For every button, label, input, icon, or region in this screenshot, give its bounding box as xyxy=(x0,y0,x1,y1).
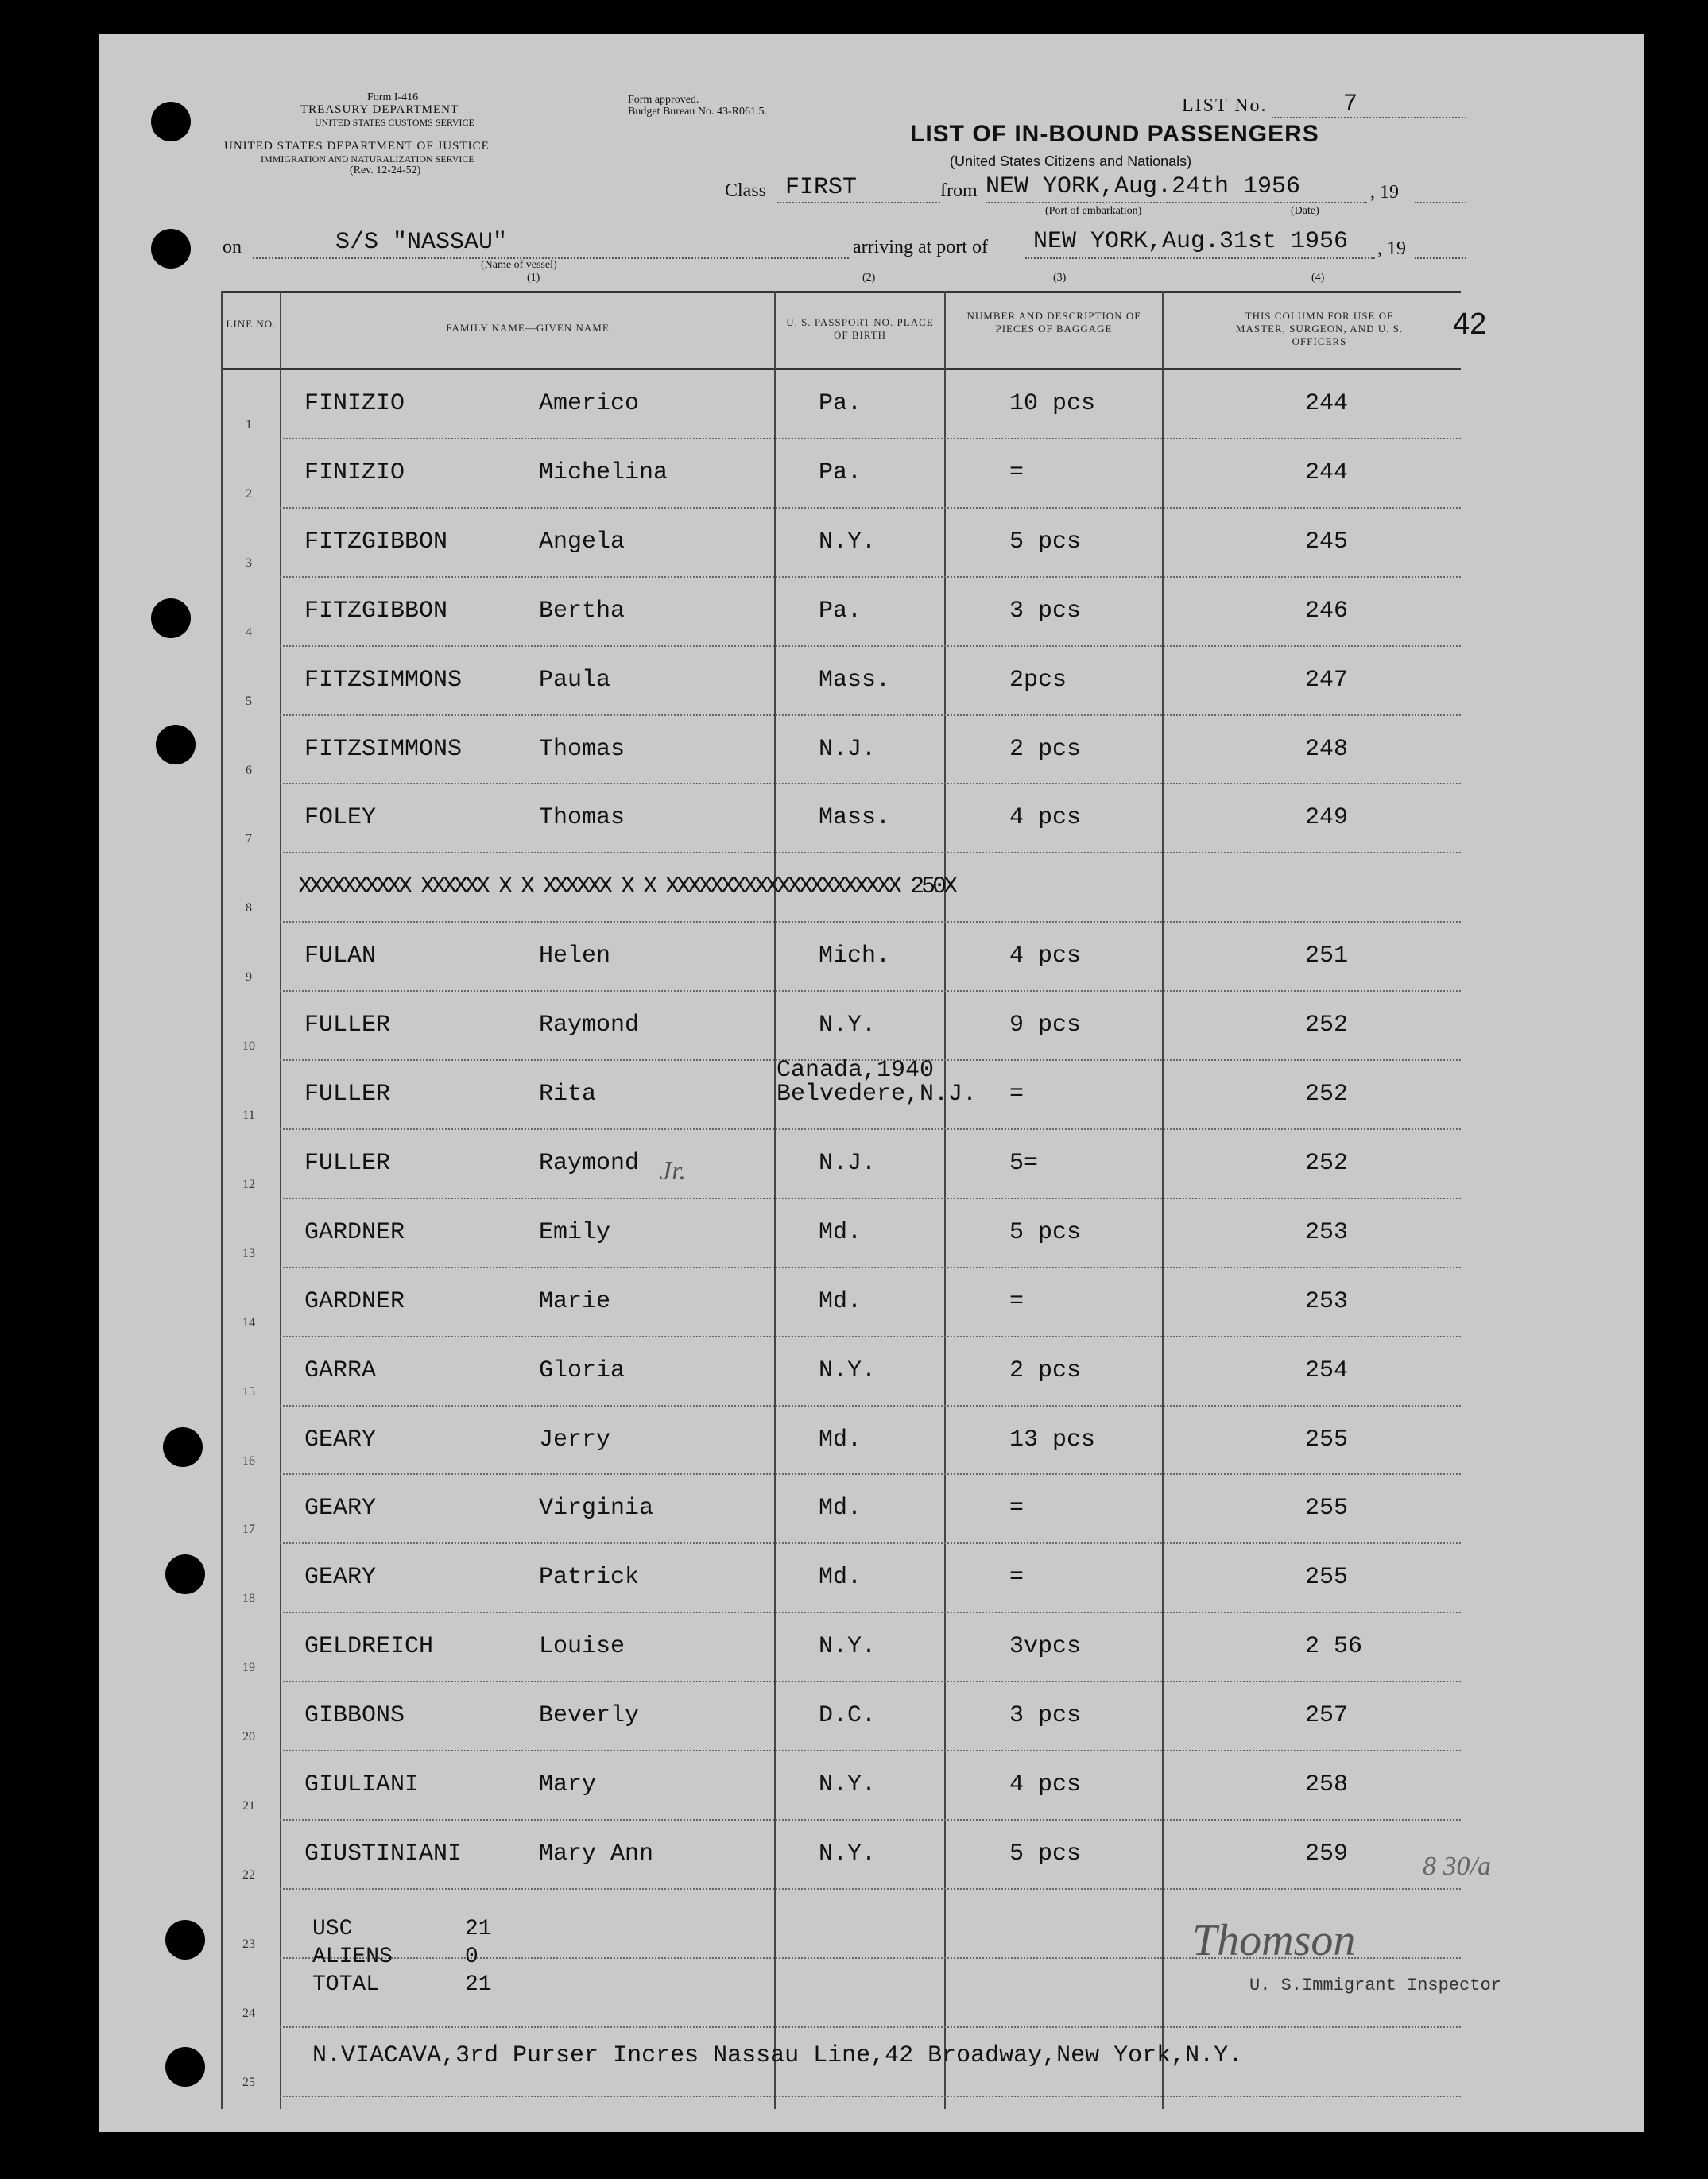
baggage: 4 pcs xyxy=(1009,1771,1082,1798)
line-number: 25 xyxy=(242,2075,255,2089)
line-number: 11 xyxy=(242,1109,255,1122)
birth-note-canada: Canada,1940 xyxy=(777,1057,935,1084)
place-of-birth: Mass. xyxy=(819,666,891,694)
line-number: 23 xyxy=(242,1937,255,1951)
place-of-birth: N.J. xyxy=(819,735,877,763)
given-name: Virginia xyxy=(539,1495,654,1523)
baggage: 2 pcs xyxy=(1009,1357,1082,1384)
place-of-birth: Md. xyxy=(819,1495,862,1523)
punch-hole xyxy=(163,1427,203,1467)
column-3-number: (3) xyxy=(1053,272,1067,284)
form-approved: Form approved. xyxy=(628,94,699,106)
given-name: Patrick xyxy=(539,1564,640,1592)
line-number: 12 xyxy=(242,1177,255,1191)
name-header: FAMILY NAME—GIVEN NAME xyxy=(446,322,610,334)
family-name: GARRA xyxy=(304,1357,377,1384)
from-label: from xyxy=(940,180,978,201)
total-count: 21 xyxy=(465,1972,492,1997)
given-name: Bertha xyxy=(539,597,625,625)
port-of-embarkation-label: (Port of embarkation) xyxy=(1045,205,1142,217)
date-label: (Date) xyxy=(1291,205,1319,217)
given-name: Gloria xyxy=(539,1357,625,1384)
row-divider xyxy=(280,921,1461,923)
place-of-birth: Pa. xyxy=(819,390,862,417)
line-number: 18 xyxy=(242,1592,255,1606)
junior-note: Jr. xyxy=(660,1156,687,1186)
punch-hole xyxy=(165,2047,205,2087)
family-name: FULLER xyxy=(304,1081,391,1108)
row-divider xyxy=(280,1128,1461,1130)
family-name: FINIZIO xyxy=(304,459,405,486)
line-number: 10 xyxy=(242,1039,255,1054)
baggage: 5 pcs xyxy=(1009,528,1082,555)
line-number: 9 xyxy=(246,970,252,985)
passenger-table xyxy=(221,291,1461,2109)
baggage: = xyxy=(1009,1081,1024,1108)
from-value: NEW YORK,Aug.24th 1956 xyxy=(986,173,1301,200)
department-of-justice: UNITED STATES DEPARTMENT OF JUSTICE xyxy=(224,140,490,153)
margin-note: 8 30/a xyxy=(1423,1852,1491,1881)
officer-number: 251 xyxy=(1305,942,1349,970)
place-of-birth: N.Y. xyxy=(819,528,877,555)
officer-number: 254 xyxy=(1305,1357,1349,1384)
given-name: Louise xyxy=(539,1633,625,1661)
revision-date: (Rev. 12-24-52) xyxy=(350,164,421,176)
officer-number: 248 xyxy=(1305,735,1349,763)
row-divider xyxy=(280,507,1461,509)
total-label: TOTAL xyxy=(312,1972,380,1997)
baggage: 9 pcs xyxy=(1009,1012,1082,1039)
officer-number: 245 xyxy=(1305,528,1349,555)
row-divider xyxy=(280,1267,1461,1268)
place-of-birth: Pa. xyxy=(819,597,862,625)
punch-hole xyxy=(151,229,191,269)
line-number: 1 xyxy=(246,418,252,432)
row-divider xyxy=(280,645,1461,647)
line-number: 5 xyxy=(246,694,252,708)
baggage: 3vpcs xyxy=(1009,1633,1082,1661)
baggage: 4 pcs xyxy=(1009,804,1082,832)
page-title: LIST OF IN-BOUND PASSENGERS xyxy=(910,121,1319,147)
line-number: 19 xyxy=(242,1661,255,1675)
place-of-birth: Md. xyxy=(819,1287,862,1315)
passport-birth-header: U. S. PASSPORT NO. PLACE OF BIRTH xyxy=(786,316,934,341)
line-number: 3 xyxy=(246,555,252,570)
given-name: Michelina xyxy=(539,459,668,486)
page-subtitle: (United States Citizens and Nationals) xyxy=(950,153,1192,169)
row-divider xyxy=(280,783,1461,784)
baggage: = xyxy=(1009,1287,1024,1315)
officer-number: 246 xyxy=(1305,597,1349,625)
column-4-number: (4) xyxy=(1311,272,1325,284)
officer-number: 255 xyxy=(1305,1564,1349,1592)
line-number: 17 xyxy=(242,1523,255,1537)
officer-number: 255 xyxy=(1305,1426,1349,1453)
row-divider xyxy=(280,1542,1461,1544)
vessel-name: S/S "NASSAU" xyxy=(335,229,508,256)
punch-hole xyxy=(165,1554,205,1594)
class-label: Class xyxy=(725,180,767,201)
officer-number: 252 xyxy=(1305,1081,1349,1108)
place-of-birth: N.Y. xyxy=(819,1012,877,1039)
line-number: 24 xyxy=(242,2006,255,2020)
place-of-birth: Mich. xyxy=(819,942,891,970)
year-suffix: , 19 xyxy=(1377,238,1406,259)
place-of-birth: Md. xyxy=(819,1218,862,1246)
officers-header: THIS COLUMN FOR USE OF MASTER, SURGEON, AND U. S. OFFICERS xyxy=(1235,310,1404,347)
family-name: GIBBONS xyxy=(304,1702,405,1730)
row-divider xyxy=(280,1612,1461,1613)
class-value: FIRST xyxy=(785,174,858,201)
budget-bureau-number: Budget Bureau No. 43-R061.5. xyxy=(628,106,767,118)
given-name: Emily xyxy=(539,1218,611,1246)
given-name: Angela xyxy=(539,528,625,555)
punch-hole xyxy=(151,598,191,638)
row-divider xyxy=(280,1473,1461,1475)
line-number: 22 xyxy=(242,1867,255,1882)
line-no-header: LINE NO. xyxy=(226,318,277,330)
given-name: Rita xyxy=(539,1081,597,1108)
family-name: FULLER xyxy=(304,1012,391,1039)
line-number: 21 xyxy=(242,1799,255,1813)
family-name: FITZSIMMONS xyxy=(304,735,463,763)
list-number: 7 xyxy=(1343,91,1358,118)
row-divider xyxy=(280,1819,1461,1821)
place-of-birth: Md. xyxy=(819,1426,862,1453)
row-divider xyxy=(280,1336,1461,1337)
given-name: Beverly xyxy=(539,1702,640,1730)
officer-number: 257 xyxy=(1305,1702,1349,1730)
baggage: 10 pcs xyxy=(1009,390,1096,417)
officer-number: 244 xyxy=(1305,390,1349,417)
baggage: = xyxy=(1009,459,1024,486)
officer-number: 249 xyxy=(1305,804,1349,832)
usc-count: 21 xyxy=(465,1917,492,1941)
family-name: GARDNER xyxy=(304,1218,405,1246)
officer-number: 252 xyxy=(1305,1149,1349,1177)
given-name: Helen xyxy=(539,942,611,970)
line-number: 2 xyxy=(246,486,252,501)
line-number: 14 xyxy=(242,1315,255,1329)
list-number-label: LIST No. xyxy=(1182,95,1268,116)
row-divider xyxy=(280,1888,1461,1890)
inspector-title: U. S.Immigrant Inspector xyxy=(1249,1976,1501,1995)
officer-number: 2 56 xyxy=(1305,1633,1363,1661)
row-divider xyxy=(280,1198,1461,1199)
customs-service: UNITED STATES CUSTOMS SERVICE xyxy=(315,117,474,128)
family-name: FULAN xyxy=(304,942,377,970)
given-name: Jerry xyxy=(539,1426,611,1453)
on-label: on xyxy=(223,237,242,257)
row-divider xyxy=(280,990,1461,992)
baggage: = xyxy=(1009,1495,1024,1523)
officer-number: 252 xyxy=(1305,1012,1349,1039)
officer-number: 258 xyxy=(1305,1771,1349,1798)
family-name: GIUSTINIANI xyxy=(304,1840,463,1867)
inspector-signature: Thomson xyxy=(1192,1916,1356,1965)
given-name: Raymond xyxy=(539,1012,640,1039)
given-name: Americo xyxy=(539,390,640,417)
baggage-header: NUMBER AND DESCRIPTION OF PIECES OF BAGGAGE xyxy=(966,310,1141,335)
officer-number: 259 xyxy=(1305,1840,1349,1867)
line-number: 13 xyxy=(242,1246,255,1260)
page-number: 42 xyxy=(1453,308,1487,341)
line-number: 15 xyxy=(242,1384,255,1399)
place-of-birth: N.Y. xyxy=(819,1357,877,1384)
aliens-label: ALIENS xyxy=(312,1945,393,1969)
given-name: Marie xyxy=(539,1287,611,1315)
family-name: GEARY xyxy=(304,1564,377,1592)
officer-number: 255 xyxy=(1305,1495,1349,1523)
given-name: Mary Ann xyxy=(539,1840,654,1867)
punch-hole xyxy=(156,725,196,764)
row-divider xyxy=(280,714,1461,716)
line-number: 7 xyxy=(246,832,252,846)
treasury-department: TREASURY DEPARTMENT xyxy=(300,103,459,116)
baggage: 5 pcs xyxy=(1009,1840,1082,1867)
line-number: 6 xyxy=(246,763,252,777)
place-of-birth: N.J. xyxy=(819,1149,877,1177)
family-name: GEARY xyxy=(304,1426,377,1453)
place-of-birth: Md. xyxy=(819,1564,862,1592)
place-of-birth: Belvedere,N.J. xyxy=(777,1081,978,1108)
form-number: Form I-416 xyxy=(367,91,419,103)
family-name: FITZSIMMONS xyxy=(304,666,463,694)
arriving-label: arriving at port of xyxy=(853,237,988,257)
struck-out-row: XXXXXXXXXX XXXXXX X X XXXXXX X X XXXXXXXXXXXXXXXXXXXXX 250X xyxy=(298,873,955,900)
baggage: 2pcs xyxy=(1009,666,1067,694)
given-name: Thomas xyxy=(539,804,625,832)
place-of-birth: N.Y. xyxy=(819,1771,877,1798)
place-of-birth: N.Y. xyxy=(819,1633,877,1661)
family-name: FINIZIO xyxy=(304,390,405,417)
column-1-number: (1) xyxy=(527,272,540,284)
baggage: = xyxy=(1009,1564,1024,1592)
usc-label: USC xyxy=(312,1917,353,1941)
given-name: Paula xyxy=(539,666,611,694)
arriving-value: NEW YORK,Aug.31st 1956 xyxy=(1033,228,1349,255)
baggage: 2 pcs xyxy=(1009,735,1082,763)
row-divider xyxy=(280,1750,1461,1751)
row-divider xyxy=(280,2026,1461,2028)
family-name: FULLER xyxy=(304,1149,391,1177)
family-name: GEARY xyxy=(304,1495,377,1523)
baggage: 5= xyxy=(1009,1149,1039,1177)
baggage: 13 pcs xyxy=(1009,1426,1096,1453)
officer-number: 253 xyxy=(1305,1287,1349,1315)
aliens-count: 0 xyxy=(465,1945,478,1969)
row-divider xyxy=(280,1681,1461,1682)
place-of-birth: Pa. xyxy=(819,459,862,486)
row-divider xyxy=(280,576,1461,578)
punch-hole xyxy=(165,1920,205,1960)
place-of-birth: Mass. xyxy=(819,804,891,832)
naturalization-service: IMMIGRATION AND NATURALIZATION SERVICE xyxy=(261,153,474,164)
baggage: 4 pcs xyxy=(1009,942,1082,970)
given-name: Thomas xyxy=(539,735,625,763)
column-2-number: (2) xyxy=(862,272,876,284)
family-name: GARDNER xyxy=(304,1287,405,1315)
family-name: FOLEY xyxy=(304,804,377,832)
family-name: GIULIANI xyxy=(304,1771,420,1798)
baggage: 3 pcs xyxy=(1009,1702,1082,1730)
row-divider xyxy=(280,2096,1461,2097)
punch-hole xyxy=(151,102,191,141)
vessel-name-label: (Name of vessel) xyxy=(481,259,557,271)
officer-number: 253 xyxy=(1305,1218,1349,1246)
line-number: 20 xyxy=(242,1730,255,1744)
family-name: FITZGIBBON xyxy=(304,597,448,625)
row-divider xyxy=(280,852,1461,853)
officer-number: 244 xyxy=(1305,459,1349,486)
line-number: 4 xyxy=(246,625,252,639)
baggage: 5 pcs xyxy=(1009,1218,1082,1246)
row-divider xyxy=(280,438,1461,439)
line-number: 8 xyxy=(246,901,252,915)
year-suffix: , 19 xyxy=(1370,182,1399,203)
line-number: 16 xyxy=(242,1453,255,1468)
given-name: Raymond xyxy=(539,1149,640,1177)
officer-number: 247 xyxy=(1305,666,1349,694)
place-of-birth: N.Y. xyxy=(819,1840,877,1867)
family-name: GELDREICH xyxy=(304,1633,434,1661)
place-of-birth: D.C. xyxy=(819,1702,877,1730)
baggage: 3 pcs xyxy=(1009,597,1082,625)
purser-footer: N.VIACAVA,3rd Purser Incres Nassau Line,42 Broadway,New York,N.Y. xyxy=(312,2042,1243,2069)
given-name: Mary xyxy=(539,1771,597,1798)
family-name: FITZGIBBON xyxy=(304,528,448,555)
row-divider xyxy=(280,1405,1461,1407)
